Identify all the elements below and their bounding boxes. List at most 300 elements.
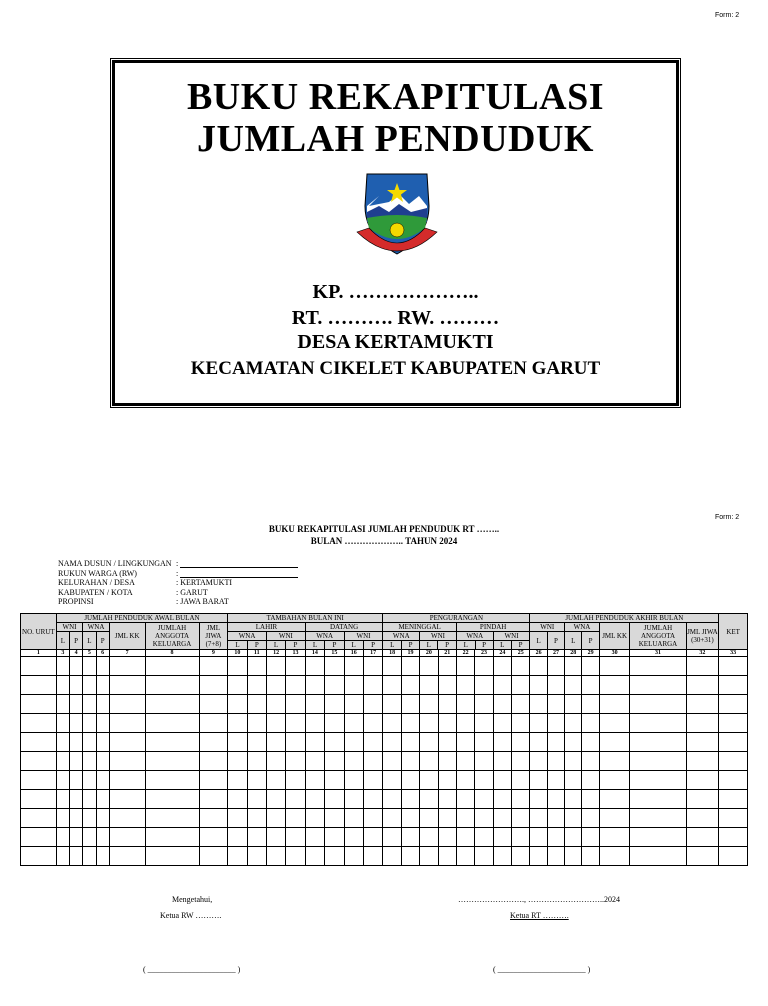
table-cell[interactable] xyxy=(420,676,438,695)
table-cell[interactable] xyxy=(475,828,493,847)
table-cell[interactable] xyxy=(325,847,344,866)
table-cell[interactable] xyxy=(512,657,530,676)
table-cell[interactable] xyxy=(83,809,96,828)
table-cell[interactable] xyxy=(83,847,96,866)
table-cell[interactable] xyxy=(401,714,419,733)
table-cell[interactable] xyxy=(109,847,145,866)
table-cell[interactable] xyxy=(325,657,344,676)
table-cell[interactable] xyxy=(21,828,57,847)
table-cell[interactable] xyxy=(247,752,266,771)
table-cell[interactable] xyxy=(438,714,456,733)
table-cell[interactable] xyxy=(456,771,474,790)
table-cell[interactable] xyxy=(109,733,145,752)
table-cell[interactable] xyxy=(401,752,419,771)
table-cell[interactable] xyxy=(512,809,530,828)
table-cell[interactable] xyxy=(83,733,96,752)
table-cell[interactable] xyxy=(438,752,456,771)
table-cell[interactable] xyxy=(530,790,547,809)
table-cell[interactable] xyxy=(69,657,82,676)
table-cell[interactable] xyxy=(438,676,456,695)
table-cell[interactable] xyxy=(547,828,564,847)
table-cell[interactable] xyxy=(363,695,382,714)
table-cell[interactable] xyxy=(199,676,228,695)
table-cell[interactable] xyxy=(69,676,82,695)
table-cell[interactable] xyxy=(363,657,382,676)
table-cell[interactable] xyxy=(456,695,474,714)
table-cell[interactable] xyxy=(512,695,530,714)
table-cell[interactable] xyxy=(719,676,748,695)
table-cell[interactable] xyxy=(401,657,419,676)
table-cell[interactable] xyxy=(383,771,401,790)
table-cell[interactable] xyxy=(582,809,599,828)
table-cell[interactable] xyxy=(530,695,547,714)
table-cell[interactable] xyxy=(344,847,363,866)
table-cell[interactable] xyxy=(493,676,511,695)
table-cell[interactable] xyxy=(305,752,324,771)
table-cell[interactable] xyxy=(719,790,748,809)
table-cell[interactable] xyxy=(512,847,530,866)
table-cell[interactable] xyxy=(266,771,285,790)
table-cell[interactable] xyxy=(96,847,109,866)
table-cell[interactable] xyxy=(686,695,719,714)
table-cell[interactable] xyxy=(565,657,582,676)
table-cell[interactable] xyxy=(305,695,324,714)
table-cell[interactable] xyxy=(401,676,419,695)
table-cell[interactable] xyxy=(363,790,382,809)
table-cell[interactable] xyxy=(401,771,419,790)
table-cell[interactable] xyxy=(305,714,324,733)
table-cell[interactable] xyxy=(228,714,247,733)
table-cell[interactable] xyxy=(420,695,438,714)
table-cell[interactable] xyxy=(83,790,96,809)
table-cell[interactable] xyxy=(247,714,266,733)
table-cell[interactable] xyxy=(530,676,547,695)
table-cell[interactable] xyxy=(599,676,630,695)
table-cell[interactable] xyxy=(344,752,363,771)
table-cell[interactable] xyxy=(83,657,96,676)
table-cell[interactable] xyxy=(69,809,82,828)
table-cell[interactable] xyxy=(420,733,438,752)
table-cell[interactable] xyxy=(56,752,69,771)
table-cell[interactable] xyxy=(145,828,199,847)
table-cell[interactable] xyxy=(145,657,199,676)
table-cell[interactable] xyxy=(83,752,96,771)
table-cell[interactable] xyxy=(686,733,719,752)
table-cell[interactable] xyxy=(145,790,199,809)
table-cell[interactable] xyxy=(383,790,401,809)
table-cell[interactable] xyxy=(325,695,344,714)
table-cell[interactable] xyxy=(547,790,564,809)
table-cell[interactable] xyxy=(286,847,305,866)
table-cell[interactable] xyxy=(582,847,599,866)
table-cell[interactable] xyxy=(325,752,344,771)
table-cell[interactable] xyxy=(565,771,582,790)
table-cell[interactable] xyxy=(475,676,493,695)
table-cell[interactable] xyxy=(438,828,456,847)
table-cell[interactable] xyxy=(565,676,582,695)
table-cell[interactable] xyxy=(199,790,228,809)
table-cell[interactable] xyxy=(599,771,630,790)
table-cell[interactable] xyxy=(582,695,599,714)
table-cell[interactable] xyxy=(599,809,630,828)
table-cell[interactable] xyxy=(21,733,57,752)
table-cell[interactable] xyxy=(493,733,511,752)
table-cell[interactable] xyxy=(630,771,686,790)
table-cell[interactable] xyxy=(69,714,82,733)
table-cell[interactable] xyxy=(686,828,719,847)
table-cell[interactable] xyxy=(582,714,599,733)
table-cell[interactable] xyxy=(456,809,474,828)
table-cell[interactable] xyxy=(719,695,748,714)
table-cell[interactable] xyxy=(69,695,82,714)
table-cell[interactable] xyxy=(325,809,344,828)
table-cell[interactable] xyxy=(630,828,686,847)
table-cell[interactable] xyxy=(228,809,247,828)
table-cell[interactable] xyxy=(247,695,266,714)
table-cell[interactable] xyxy=(686,657,719,676)
table-cell[interactable] xyxy=(719,847,748,866)
table-cell[interactable] xyxy=(96,790,109,809)
table-cell[interactable] xyxy=(199,657,228,676)
table-cell[interactable] xyxy=(420,790,438,809)
table-cell[interactable] xyxy=(719,733,748,752)
table-cell[interactable] xyxy=(383,752,401,771)
table-cell[interactable] xyxy=(719,714,748,733)
table-cell[interactable] xyxy=(109,771,145,790)
table-cell[interactable] xyxy=(686,676,719,695)
table-cell[interactable] xyxy=(401,809,419,828)
table-cell[interactable] xyxy=(21,714,57,733)
table-cell[interactable] xyxy=(96,752,109,771)
table-cell[interactable] xyxy=(582,752,599,771)
table-cell[interactable] xyxy=(512,771,530,790)
table-cell[interactable] xyxy=(344,790,363,809)
table-cell[interactable] xyxy=(305,676,324,695)
table-cell[interactable] xyxy=(530,714,547,733)
table-cell[interactable] xyxy=(530,809,547,828)
table-cell[interactable] xyxy=(145,847,199,866)
table-cell[interactable] xyxy=(286,657,305,676)
table-cell[interactable] xyxy=(21,752,57,771)
table-cell[interactable] xyxy=(363,752,382,771)
table-cell[interactable] xyxy=(438,809,456,828)
table-cell[interactable] xyxy=(475,771,493,790)
table-cell[interactable] xyxy=(630,657,686,676)
table-cell[interactable] xyxy=(599,790,630,809)
table-cell[interactable] xyxy=(325,733,344,752)
table-cell[interactable] xyxy=(475,847,493,866)
table-cell[interactable] xyxy=(228,676,247,695)
table-cell[interactable] xyxy=(475,695,493,714)
table-cell[interactable] xyxy=(475,809,493,828)
table-cell[interactable] xyxy=(266,714,285,733)
table-cell[interactable] xyxy=(344,676,363,695)
table-cell[interactable] xyxy=(630,733,686,752)
table-cell[interactable] xyxy=(56,657,69,676)
table-cell[interactable] xyxy=(21,657,57,676)
table-cell[interactable] xyxy=(325,676,344,695)
table-cell[interactable] xyxy=(383,714,401,733)
table-cell[interactable] xyxy=(228,771,247,790)
table-cell[interactable] xyxy=(401,847,419,866)
table-cell[interactable] xyxy=(493,809,511,828)
table-cell[interactable] xyxy=(547,809,564,828)
table-cell[interactable] xyxy=(145,752,199,771)
table-cell[interactable] xyxy=(582,657,599,676)
table-cell[interactable] xyxy=(109,657,145,676)
table-cell[interactable] xyxy=(305,733,324,752)
table-cell[interactable] xyxy=(420,714,438,733)
table-cell[interactable] xyxy=(305,809,324,828)
table-cell[interactable] xyxy=(383,676,401,695)
table-cell[interactable] xyxy=(547,752,564,771)
table-cell[interactable] xyxy=(56,733,69,752)
table-cell[interactable] xyxy=(21,809,57,828)
table-cell[interactable] xyxy=(401,790,419,809)
table-cell[interactable] xyxy=(228,828,247,847)
table-cell[interactable] xyxy=(530,828,547,847)
table-cell[interactable] xyxy=(344,771,363,790)
table-cell[interactable] xyxy=(565,733,582,752)
table-cell[interactable] xyxy=(565,828,582,847)
table-cell[interactable] xyxy=(145,714,199,733)
table-cell[interactable] xyxy=(363,676,382,695)
table-cell[interactable] xyxy=(565,847,582,866)
table-cell[interactable] xyxy=(493,790,511,809)
table-cell[interactable] xyxy=(247,828,266,847)
table-cell[interactable] xyxy=(599,847,630,866)
table-cell[interactable] xyxy=(83,695,96,714)
table-cell[interactable] xyxy=(456,752,474,771)
table-cell[interactable] xyxy=(599,695,630,714)
table-cell[interactable] xyxy=(344,714,363,733)
table-cell[interactable] xyxy=(438,771,456,790)
table-cell[interactable] xyxy=(286,676,305,695)
table-cell[interactable] xyxy=(530,771,547,790)
table-cell[interactable] xyxy=(363,809,382,828)
table-cell[interactable] xyxy=(456,676,474,695)
table-cell[interactable] xyxy=(719,771,748,790)
table-cell[interactable] xyxy=(630,790,686,809)
table-cell[interactable] xyxy=(96,809,109,828)
table-cell[interactable] xyxy=(363,771,382,790)
table-cell[interactable] xyxy=(582,733,599,752)
table-cell[interactable] xyxy=(21,771,57,790)
table-cell[interactable] xyxy=(21,695,57,714)
table-cell[interactable] xyxy=(630,809,686,828)
table-cell[interactable] xyxy=(266,847,285,866)
table-cell[interactable] xyxy=(56,714,69,733)
table-cell[interactable] xyxy=(512,790,530,809)
table-cell[interactable] xyxy=(21,790,57,809)
table-cell[interactable] xyxy=(599,714,630,733)
table-cell[interactable] xyxy=(21,847,57,866)
table-cell[interactable] xyxy=(109,790,145,809)
table-cell[interactable] xyxy=(228,695,247,714)
table-cell[interactable] xyxy=(69,828,82,847)
table-cell[interactable] xyxy=(145,809,199,828)
table-cell[interactable] xyxy=(475,733,493,752)
table-cell[interactable] xyxy=(599,828,630,847)
table-cell[interactable] xyxy=(599,733,630,752)
table-cell[interactable] xyxy=(344,828,363,847)
table-cell[interactable] xyxy=(96,828,109,847)
table-cell[interactable] xyxy=(247,809,266,828)
table-cell[interactable] xyxy=(420,752,438,771)
table-cell[interactable] xyxy=(266,676,285,695)
table-cell[interactable] xyxy=(493,752,511,771)
table-cell[interactable] xyxy=(475,657,493,676)
table-cell[interactable] xyxy=(493,847,511,866)
table-cell[interactable] xyxy=(530,733,547,752)
table-cell[interactable] xyxy=(21,676,57,695)
table-cell[interactable] xyxy=(456,790,474,809)
table-cell[interactable] xyxy=(247,771,266,790)
table-cell[interactable] xyxy=(228,790,247,809)
table-cell[interactable] xyxy=(286,828,305,847)
table-cell[interactable] xyxy=(247,733,266,752)
table-cell[interactable] xyxy=(56,676,69,695)
table-cell[interactable] xyxy=(363,714,382,733)
table-cell[interactable] xyxy=(83,828,96,847)
table-cell[interactable] xyxy=(565,752,582,771)
table-cell[interactable] xyxy=(530,657,547,676)
table-cell[interactable] xyxy=(266,790,285,809)
table-cell[interactable] xyxy=(686,771,719,790)
table-cell[interactable] xyxy=(266,752,285,771)
table-cell[interactable] xyxy=(686,809,719,828)
table-cell[interactable] xyxy=(228,733,247,752)
table-cell[interactable] xyxy=(547,657,564,676)
table-cell[interactable] xyxy=(599,752,630,771)
table-cell[interactable] xyxy=(325,790,344,809)
table-cell[interactable] xyxy=(719,828,748,847)
table-cell[interactable] xyxy=(96,676,109,695)
table-cell[interactable] xyxy=(383,657,401,676)
table-cell[interactable] xyxy=(630,714,686,733)
table-cell[interactable] xyxy=(420,657,438,676)
table-cell[interactable] xyxy=(109,752,145,771)
table-cell[interactable] xyxy=(547,695,564,714)
table-cell[interactable] xyxy=(286,771,305,790)
table-cell[interactable] xyxy=(145,676,199,695)
table-cell[interactable] xyxy=(96,695,109,714)
table-cell[interactable] xyxy=(69,733,82,752)
table-cell[interactable] xyxy=(719,809,748,828)
table-cell[interactable] xyxy=(420,809,438,828)
table-cell[interactable] xyxy=(344,733,363,752)
table-cell[interactable] xyxy=(493,828,511,847)
table-cell[interactable] xyxy=(199,733,228,752)
table-cell[interactable] xyxy=(547,733,564,752)
table-cell[interactable] xyxy=(199,714,228,733)
table-cell[interactable] xyxy=(686,752,719,771)
table-cell[interactable] xyxy=(475,714,493,733)
table-cell[interactable] xyxy=(363,828,382,847)
table-cell[interactable] xyxy=(512,733,530,752)
table-cell[interactable] xyxy=(286,752,305,771)
table-cell[interactable] xyxy=(686,847,719,866)
table-cell[interactable] xyxy=(630,752,686,771)
table-cell[interactable] xyxy=(109,809,145,828)
table-cell[interactable] xyxy=(228,847,247,866)
table-cell[interactable] xyxy=(565,790,582,809)
table-cell[interactable] xyxy=(438,733,456,752)
table-cell[interactable] xyxy=(383,809,401,828)
table-cell[interactable] xyxy=(438,657,456,676)
table-cell[interactable] xyxy=(582,771,599,790)
table-cell[interactable] xyxy=(228,752,247,771)
table-cell[interactable] xyxy=(401,733,419,752)
table-cell[interactable] xyxy=(686,714,719,733)
table-cell[interactable] xyxy=(630,847,686,866)
table-cell[interactable] xyxy=(83,676,96,695)
table-cell[interactable] xyxy=(383,847,401,866)
table-cell[interactable] xyxy=(363,733,382,752)
table-cell[interactable] xyxy=(69,752,82,771)
table-cell[interactable] xyxy=(266,657,285,676)
table-cell[interactable] xyxy=(547,771,564,790)
table-cell[interactable] xyxy=(56,809,69,828)
table-cell[interactable] xyxy=(109,695,145,714)
table-cell[interactable] xyxy=(199,847,228,866)
table-cell[interactable] xyxy=(456,828,474,847)
table-cell[interactable] xyxy=(145,695,199,714)
table-cell[interactable] xyxy=(420,828,438,847)
table-cell[interactable] xyxy=(199,809,228,828)
table-cell[interactable] xyxy=(109,714,145,733)
table-cell[interactable] xyxy=(56,828,69,847)
table-cell[interactable] xyxy=(228,657,247,676)
table-cell[interactable] xyxy=(493,657,511,676)
table-cell[interactable] xyxy=(530,847,547,866)
table-cell[interactable] xyxy=(565,695,582,714)
table-cell[interactable] xyxy=(266,828,285,847)
table-cell[interactable] xyxy=(420,771,438,790)
table-cell[interactable] xyxy=(199,752,228,771)
table-cell[interactable] xyxy=(247,676,266,695)
table-cell[interactable] xyxy=(383,695,401,714)
table-cell[interactable] xyxy=(325,828,344,847)
table-cell[interactable] xyxy=(438,847,456,866)
table-cell[interactable] xyxy=(286,695,305,714)
table-cell[interactable] xyxy=(582,790,599,809)
table-cell[interactable] xyxy=(438,695,456,714)
table-cell[interactable] xyxy=(456,847,474,866)
table-cell[interactable] xyxy=(456,714,474,733)
table-cell[interactable] xyxy=(109,828,145,847)
table-cell[interactable] xyxy=(401,695,419,714)
table-cell[interactable] xyxy=(438,790,456,809)
table-cell[interactable] xyxy=(56,847,69,866)
table-cell[interactable] xyxy=(109,676,145,695)
table-cell[interactable] xyxy=(582,828,599,847)
table-cell[interactable] xyxy=(344,695,363,714)
table-cell[interactable] xyxy=(512,714,530,733)
table-cell[interactable] xyxy=(565,714,582,733)
table-cell[interactable] xyxy=(69,790,82,809)
table-cell[interactable] xyxy=(96,733,109,752)
table-cell[interactable] xyxy=(286,733,305,752)
table-cell[interactable] xyxy=(530,752,547,771)
table-cell[interactable] xyxy=(456,657,474,676)
table-cell[interactable] xyxy=(286,790,305,809)
table-cell[interactable] xyxy=(456,733,474,752)
table-cell[interactable] xyxy=(401,828,419,847)
table-cell[interactable] xyxy=(305,828,324,847)
table-cell[interactable] xyxy=(247,847,266,866)
table-cell[interactable] xyxy=(305,657,324,676)
